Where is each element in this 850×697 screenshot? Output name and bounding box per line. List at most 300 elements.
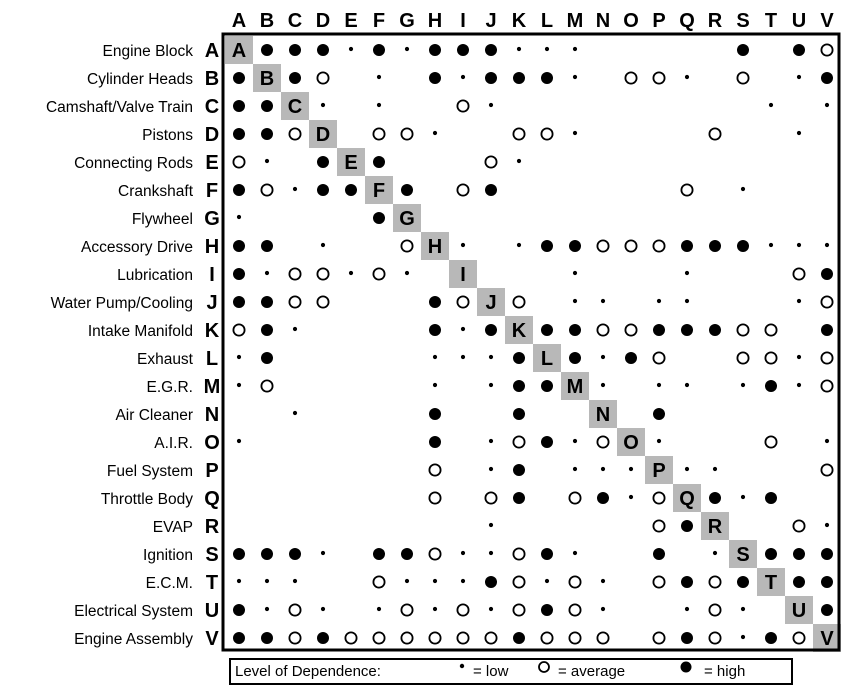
dependency-f-s-low [741, 187, 745, 191]
dependency-t-i-low [461, 579, 465, 583]
dependency-b-d-average [317, 72, 328, 83]
row-letter-j: J [206, 292, 218, 314]
dependency-m-h-low [433, 383, 437, 387]
column-label-i: I [460, 10, 466, 32]
dependency-p-j-low [489, 467, 493, 471]
column-label-t: T [764, 10, 778, 32]
dependency-s-j-low [489, 551, 493, 555]
dependency-t-h-low [433, 579, 437, 583]
row-letter-a: A [204, 40, 220, 62]
dependency-d-k-average [513, 128, 524, 139]
dependency-b-a-high [233, 72, 245, 84]
dependency-k-c-low [293, 327, 297, 331]
dependency-e-d-high [317, 156, 329, 168]
dependency-v-l-average [541, 632, 552, 643]
diagonal-label-k: K [511, 320, 527, 342]
row-name-b: Cylinder Heads [87, 71, 193, 88]
dependency-v-u-average [793, 632, 804, 643]
dependency-k-t-average [765, 324, 776, 335]
dependency-b-s-average [737, 72, 748, 83]
dependency-u-q-low [685, 607, 689, 611]
dependency-j-v-average [821, 296, 832, 307]
dependency-t-n-low [601, 579, 605, 583]
row-name-i: Lubrication [117, 267, 193, 284]
dependency-m-j-low [489, 383, 493, 387]
column-label-m: M [566, 10, 584, 32]
dependency-c-f-low [377, 103, 381, 107]
column-label-g: G [399, 10, 415, 32]
dependency-i-v-high [821, 268, 833, 280]
dependency-q-t-high [765, 492, 777, 504]
dependency-k-b-high [261, 324, 273, 336]
dependency-h-r-high [709, 240, 721, 252]
dependency-s-p-high [653, 548, 665, 560]
dependency-i-u-average [793, 268, 804, 279]
dependency-r-p-average [653, 520, 664, 531]
dependency-a-l-low [545, 47, 549, 51]
diagonal-label-p: P [652, 460, 666, 482]
diagonal-label-r: R [707, 516, 723, 538]
dependency-v-f-average [373, 632, 384, 643]
dependency-u-n-low [601, 607, 605, 611]
diagonal-label-s: S [736, 544, 750, 566]
dependency-u-m-average [569, 604, 580, 615]
column-label-v: V [820, 10, 834, 32]
dependency-v-s-low [741, 635, 745, 639]
dependency-f-d-high [317, 184, 329, 196]
row-name-d: Pistons [142, 127, 193, 144]
dependency-c-v-low [825, 103, 829, 107]
dependency-a-v-average [821, 44, 832, 55]
dependency-i-a-high [233, 268, 245, 280]
row-name-a: Engine Block [102, 43, 193, 60]
row-letter-s: S [205, 544, 219, 566]
dependency-h-b-high [261, 240, 273, 252]
dependency-o-k-average [513, 436, 524, 447]
dependency-b-l-high [541, 72, 553, 84]
dependency-l-m-high [569, 352, 581, 364]
diagonal-label-n: N [595, 404, 611, 426]
dependency-l-u-low [797, 355, 801, 359]
dependency-o-n-average [597, 436, 608, 447]
dependency-o-h-high [429, 436, 441, 448]
row-letter-b: B [204, 68, 220, 90]
row-name-r: EVAP [152, 519, 193, 536]
dependency-t-v-high [821, 576, 833, 588]
dependency-f-i-average [457, 184, 468, 195]
dependency-u-f-low [377, 607, 381, 611]
dependency-h-a-high [233, 240, 245, 252]
dependency-e-f-high [373, 156, 385, 168]
dependency-k-j-high [485, 324, 497, 336]
diagonal-label-v: V [820, 628, 834, 650]
dependency-b-q-low [685, 75, 689, 79]
dependency-k-s-average [737, 324, 748, 335]
column-label-u: U [791, 10, 807, 32]
dependency-p-r-low [713, 467, 717, 471]
dependency-v-i-average [457, 632, 468, 643]
dependency-s-g-high [401, 548, 413, 560]
dependency-q-r-high [709, 492, 721, 504]
dependency-h-v-low [825, 243, 829, 247]
column-label-f: F [372, 10, 386, 32]
row-name-u: Electrical System [74, 603, 193, 620]
dependency-e-a-average [233, 156, 244, 167]
dependency-k-i-low [461, 327, 465, 331]
dependency-d-f-average [373, 128, 384, 139]
dependency-b-v-high [821, 72, 833, 84]
dependency-o-j-low [489, 439, 493, 443]
dependency-v-h-average [429, 632, 440, 643]
dependency-r-v-low [825, 523, 829, 527]
dependency-d-r-average [709, 128, 720, 139]
column-label-c: C [287, 10, 303, 32]
dependency-t-r-average [709, 576, 720, 587]
dependency-j-b-high [261, 296, 273, 308]
dependency-a-i-high [457, 44, 469, 56]
diagonal-label-l: L [540, 348, 554, 370]
dependency-s-v-high [821, 548, 833, 560]
dependency-d-m-low [573, 131, 577, 135]
dependency-p-h-average [429, 464, 440, 475]
column-label-d: D [315, 10, 331, 32]
diagonal-label-q: Q [679, 488, 695, 510]
dependency-d-h-low [433, 131, 437, 135]
dependency-m-q-low [685, 383, 689, 387]
row-name-q: Throttle Body [100, 491, 193, 508]
dependency-t-f-average [373, 576, 384, 587]
dependency-p-m-low [573, 467, 577, 471]
dependency-l-s-average [737, 352, 748, 363]
row-name-m: E.G.R. [146, 379, 193, 396]
row-letter-d: D [204, 124, 220, 146]
dependency-b-i-low [461, 75, 465, 79]
dependency-l-t-average [765, 352, 776, 363]
dependency-m-v-average [821, 380, 832, 391]
dependency-k-m-high [569, 324, 581, 336]
row-letter-t: T [205, 572, 219, 594]
dependency-o-l-high [541, 436, 553, 448]
diagonal-label-d: D [315, 124, 331, 146]
dependency-c-d-low [321, 103, 325, 107]
dependency-h-s-high [737, 240, 749, 252]
dependency-k-v-high [821, 324, 833, 336]
row-name-k: Intake Manifold [87, 323, 193, 340]
dependency-i-b-low [265, 271, 269, 275]
dependency-c-b-high [261, 100, 273, 112]
dependency-h-u-low [797, 243, 801, 247]
dependency-j-q-low [685, 299, 689, 303]
dependency-n-p-high [653, 408, 665, 420]
row-letter-f: F [205, 180, 219, 202]
dependency-d-u-low [797, 131, 801, 135]
column-label-o: O [623, 10, 639, 32]
dependency-l-a-low [237, 355, 241, 359]
dependency-q-m-average [569, 492, 580, 503]
dependency-j-c-average [289, 296, 300, 307]
legend-high-marker [679, 660, 693, 674]
dependency-q-h-average [429, 492, 440, 503]
row-letter-q: Q [204, 488, 220, 510]
dependency-j-h-high [429, 296, 441, 308]
legend-low-label: = low [473, 663, 509, 680]
dependency-s-t-high [765, 548, 777, 560]
dependency-l-p-average [653, 352, 664, 363]
column-label-e: E [344, 10, 358, 32]
diagonal-label-j: J [485, 292, 497, 314]
column-label-q: Q [679, 10, 695, 32]
diagonal-label-o: O [623, 432, 639, 454]
dependency-a-j-high [485, 44, 497, 56]
dependency-a-s-high [737, 44, 749, 56]
dependency-m-b-average [261, 380, 272, 391]
row-letter-i: I [209, 264, 215, 286]
dependency-v-r-average [709, 632, 720, 643]
dependency-j-p-low [657, 299, 661, 303]
dependency-b-m-low [573, 75, 577, 79]
row-name-n: Air Cleaner [115, 407, 193, 424]
dependency-v-k-high [513, 632, 525, 644]
dependency-l-j-low [489, 355, 493, 359]
row-name-c: Camshaft/Valve Train [45, 99, 193, 116]
dependency-i-f-average [373, 268, 384, 279]
column-label-h: H [427, 10, 443, 32]
dependency-n-k-high [513, 408, 525, 420]
dependency-t-s-high [737, 576, 749, 588]
column-label-s: S [736, 10, 750, 32]
dependency-f-g-high [401, 184, 413, 196]
legend-high-label: = high [704, 663, 746, 680]
dependency-a-f-high [373, 44, 385, 56]
dependency-t-q-high [681, 576, 693, 588]
dependency-s-d-low [321, 551, 325, 555]
dependency-l-i-low [461, 355, 465, 359]
dependency-s-c-high [289, 548, 301, 560]
dependency-a-c-high [289, 44, 301, 56]
column-label-p: P [652, 10, 666, 32]
dependency-b-f-low [377, 75, 381, 79]
dependency-u-g-average [401, 604, 412, 615]
dependency-u-l-high [541, 604, 553, 616]
dependency-b-c-high [289, 72, 301, 84]
diagonal-label-h: H [427, 236, 443, 258]
row-name-v: Engine Assembly [74, 631, 193, 648]
dependency-f-a-high [233, 184, 245, 196]
dependency-u-c-average [289, 604, 300, 615]
dependency-i-e-low [349, 271, 353, 275]
dependency-s-h-average [429, 548, 440, 559]
dependency-t-m-average [569, 576, 580, 587]
dependency-c-a-high [233, 100, 245, 112]
column-label-l: L [540, 10, 554, 32]
dependency-p-q-low [685, 467, 689, 471]
row-letter-v: V [205, 628, 219, 650]
diagonal-label-b: B [259, 68, 275, 90]
row-name-t: E.C.M. [145, 575, 193, 592]
column-label-a: A [231, 10, 247, 32]
row-letter-e: E [205, 152, 219, 174]
dependency-m-n-low [601, 383, 605, 387]
dependency-p-o-low [629, 467, 633, 471]
dependency-j-a-high [233, 296, 245, 308]
dependency-s-u-high [793, 548, 805, 560]
dependency-h-g-average [401, 240, 412, 251]
dependency-m-a-low [237, 383, 241, 387]
dependency-i-g-low [405, 271, 409, 275]
dependency-d-c-average [289, 128, 300, 139]
dependency-m-s-low [741, 383, 745, 387]
dependency-a-d-high [317, 44, 329, 56]
dependency-e-k-low [517, 159, 521, 163]
dependency-b-u-low [797, 75, 801, 79]
dependency-v-p-average [653, 632, 664, 643]
dependency-m-u-low [797, 383, 801, 387]
dependency-l-n-low [601, 355, 605, 359]
dependency-k-q-high [681, 324, 693, 336]
legend [229, 658, 793, 685]
dependency-i-m-low [573, 271, 577, 275]
dependency-v-a-high [233, 632, 245, 644]
dependency-u-k-average [513, 604, 524, 615]
dependency-q-k-high [513, 492, 525, 504]
row-letter-c: C [204, 96, 220, 118]
dependency-u-a-high [233, 604, 245, 616]
dependency-b-p-average [653, 72, 664, 83]
dependency-s-r-low [713, 551, 717, 555]
row-name-g: Flywheel [131, 211, 193, 228]
dependency-t-k-average [513, 576, 524, 587]
dependency-o-p-low [657, 439, 661, 443]
dependency-b-h-high [429, 72, 441, 84]
dependency-p-k-high [513, 464, 525, 476]
row-name-o: A.I.R. [154, 435, 193, 452]
dependency-a-k-low [517, 47, 521, 51]
dependency-v-m-average [569, 632, 580, 643]
row-letter-r: R [204, 516, 220, 538]
dependency-k-p-high [653, 324, 665, 336]
row-name-h: Accessory Drive [81, 239, 193, 256]
row-name-p: Fuel System [106, 463, 193, 480]
dependency-j-i-average [457, 296, 468, 307]
row-letter-u: U [204, 600, 220, 622]
dependency-h-d-low [321, 243, 325, 247]
dependency-s-k-average [513, 548, 524, 559]
dependency-g-f-high [373, 212, 385, 224]
dependency-v-d-high [317, 632, 329, 644]
dependency-j-m-low [573, 299, 577, 303]
dependency-u-j-low [489, 607, 493, 611]
dependency-s-l-high [541, 548, 553, 560]
dependency-j-u-low [797, 299, 801, 303]
dependency-t-c-low [293, 579, 297, 583]
dependency-s-i-low [461, 551, 465, 555]
row-letter-l: L [205, 348, 219, 370]
dependency-l-o-high [625, 352, 637, 364]
dependency-b-o-average [625, 72, 636, 83]
dependency-s-b-high [261, 548, 273, 560]
column-label-j: J [485, 10, 497, 32]
dependency-q-j-average [485, 492, 496, 503]
column-label-k: K [511, 10, 527, 32]
dependency-d-g-average [401, 128, 412, 139]
dependency-e-b-low [265, 159, 269, 163]
dependency-i-d-average [317, 268, 328, 279]
diagonal-label-g: G [399, 208, 415, 230]
dependency-f-e-high [345, 184, 357, 196]
row-name-s: Ignition [143, 547, 193, 564]
dependency-l-k-high [513, 352, 525, 364]
row-name-l: Exhaust [136, 351, 193, 368]
dependency-r-q-high [681, 520, 693, 532]
row-letter-o: O [204, 432, 220, 454]
dependency-k-a-average [233, 324, 244, 335]
dependency-f-c-low [293, 187, 297, 191]
dependency-v-g-average [401, 632, 412, 643]
dependency-t-l-low [545, 579, 549, 583]
dependency-v-e-average [345, 632, 356, 643]
dependency-u-h-low [433, 607, 437, 611]
dependency-k-h-high [429, 324, 441, 336]
column-label-r: R [707, 10, 723, 32]
legend-low-marker [457, 661, 467, 671]
dependency-u-b-low [265, 607, 269, 611]
dependency-r-u-average [793, 520, 804, 531]
dependency-u-d-low [321, 607, 325, 611]
legend-average-marker [537, 660, 551, 674]
dependency-l-b-high [261, 352, 273, 364]
dependency-b-k-high [513, 72, 525, 84]
diagonal-label-m: M [566, 376, 584, 398]
row-name-f: Crankshaft [118, 183, 193, 200]
dependency-h-t-low [769, 243, 773, 247]
dependency-o-v-low [825, 439, 829, 443]
dependency-j-k-average [513, 296, 524, 307]
dependency-i-c-average [289, 268, 300, 279]
diagonal-label-f: F [372, 180, 386, 202]
diagonal-label-e: E [344, 152, 358, 174]
dependency-a-m-low [573, 47, 577, 51]
dependency-v-c-average [289, 632, 300, 643]
dependency-v-b-high [261, 632, 273, 644]
dependency-k-n-average [597, 324, 608, 335]
dependency-s-m-low [573, 551, 577, 555]
dependency-t-b-low [265, 579, 269, 583]
dependency-m-p-low [657, 383, 661, 387]
dependency-s-f-high [373, 548, 385, 560]
dependency-j-d-average [317, 296, 328, 307]
dependency-k-o-average [625, 324, 636, 335]
dependency-o-t-average [765, 436, 776, 447]
diagonal-label-c: C [287, 96, 303, 118]
dependency-m-k-high [513, 380, 525, 392]
diagonal-label-u: U [791, 600, 807, 622]
dependency-h-o-average [625, 240, 636, 251]
dependency-q-o-low [629, 495, 633, 499]
dependency-v-t-high [765, 632, 777, 644]
dependency-u-i-average [457, 604, 468, 615]
row-name-e: Connecting Rods [74, 155, 193, 172]
dependency-h-p-average [653, 240, 664, 251]
dependency-t-a-low [237, 579, 241, 583]
dependency-l-h-low [433, 355, 437, 359]
row-letter-g: G [204, 208, 220, 230]
dependency-u-v-high [821, 604, 833, 616]
column-label-b: B [259, 10, 275, 32]
dependency-o-m-low [573, 439, 577, 443]
dependency-c-j-low [489, 103, 493, 107]
diagonal-label-t: T [764, 572, 778, 594]
dependency-c-t-low [769, 103, 773, 107]
